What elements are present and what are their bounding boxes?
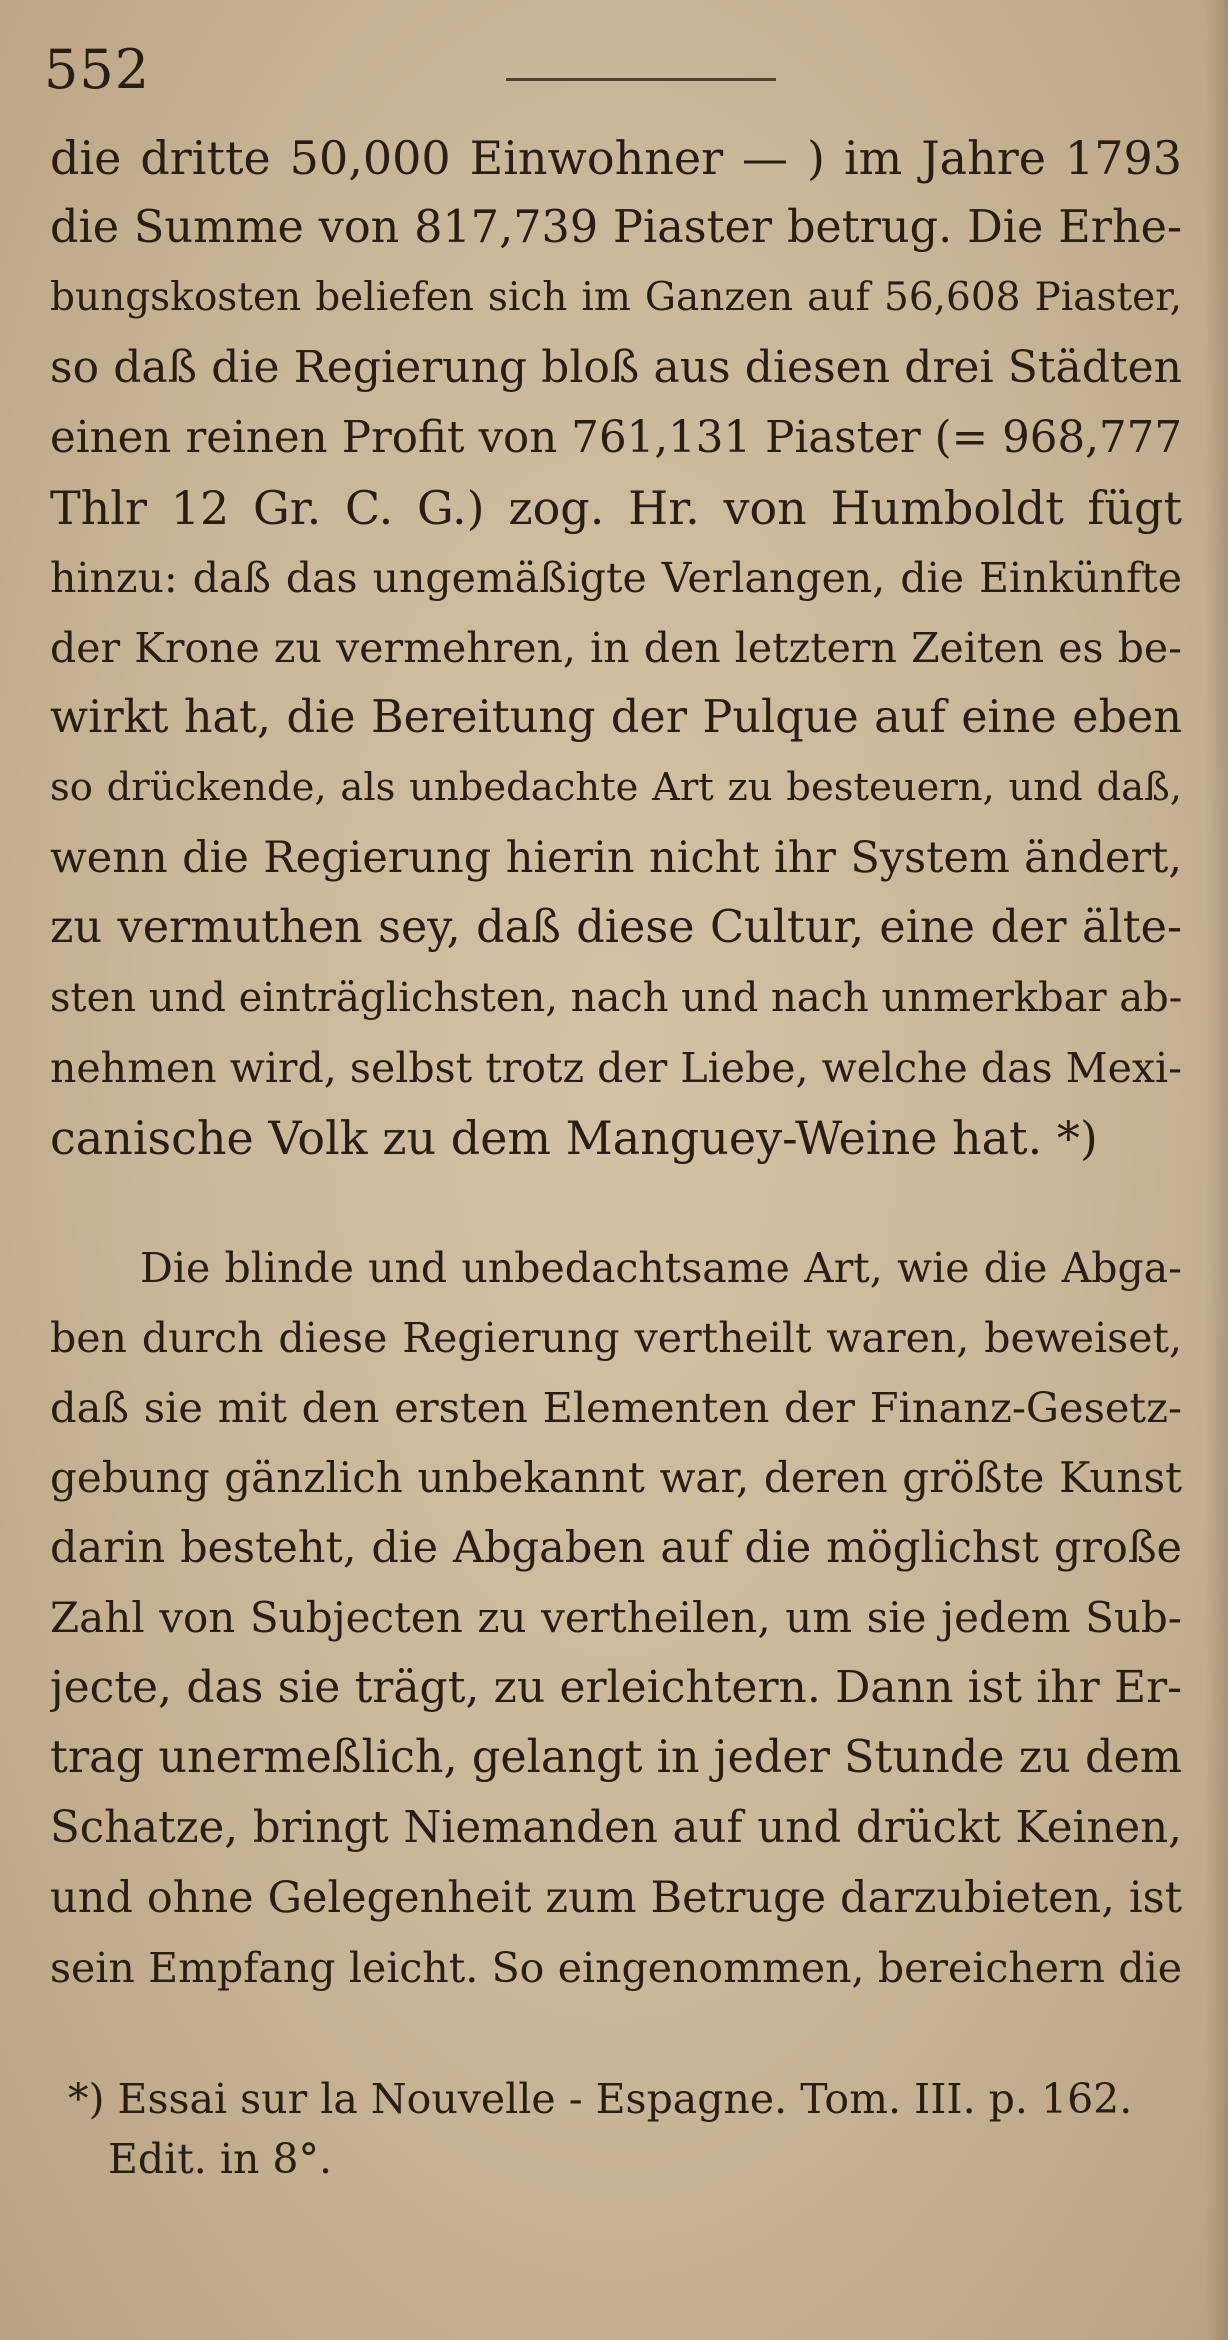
text-line: Schatze, bringt Niemanden auf und drückt Keinen, [50, 1803, 1182, 1853]
text-line: Die blinde und unbedachtsame Art, wie die Abga- [140, 1244, 1182, 1292]
text-line: sein Empfang leicht. So eingenommen, bereichern die [50, 1944, 1182, 1992]
text-line: hinzu: daß das ungemäßigte Verlangen, die Einkünfte [50, 554, 1182, 602]
text-line: jecte, das sie trägt, zu erleichtern. Dann ist ihr Er- [50, 1662, 1182, 1713]
text-line: canische Volk zu dem Manguey-Weine hat. *) [50, 1111, 1098, 1165]
text-line: Zahl von Subjecten zu vertheilen, um sie jedem Sub- [50, 1593, 1182, 1642]
text-line: darin besteht, die Abgaben auf die möglichst große [50, 1523, 1182, 1573]
text-line: sten und einträglichsten, nach und nach unmerkbar ab- [50, 975, 1182, 1021]
text-line: wirkt hat, die Bereitung der Pulque auf eine eben [50, 692, 1182, 743]
page-number: 552 [44, 38, 151, 101]
text-line: die dritte 50,000 Einwohner — ) im Jahre 1793 [50, 131, 1182, 185]
page-edge-shadow [1206, 0, 1228, 2340]
text-line: wenn die Regierung hierin nicht ihr System ändert, [50, 833, 1182, 883]
text-line: daß sie mit den ersten Elementen der Finanz-Gesetz- [50, 1383, 1182, 1432]
footnote-line: *) Essai sur la Nouvelle - Espagne. Tom. III. p. 162. [68, 2075, 1133, 2123]
text-line: der Krone zu vermehren, in den letztern Zeiten es be- [50, 624, 1182, 672]
text-line: so drückende, als unbedachte Art zu besteuern, und daß, [50, 765, 1182, 810]
footnote-line: Edit. in 8°. [108, 2135, 332, 2183]
text-line: bungskosten beliefen sich im Ganzen auf 56,608 Piaster, [50, 275, 1182, 320]
text-line: ben durch diese Regierung vertheilt waren, beweiset, [50, 1314, 1182, 1362]
text-line: trag unermeßlich, gelangt in jeder Stunde zu dem [50, 1732, 1182, 1783]
page-header [44, 30, 1184, 110]
text-line: Thlr 12 Gr. C. G.) zog. Hr. von Humboldt fügt [50, 481, 1182, 535]
text-line: die Summe von 817,739 Piaster betrug. Die Erhe- [50, 202, 1182, 253]
header-rule [506, 78, 776, 81]
text-line: zu vermuthen sey, daß diese Cultur, eine der älte- [50, 902, 1182, 953]
text-line: und ohne Gelegenheit zum Betruge darzubieten, ist [50, 1873, 1182, 1923]
text-line: nehmen wird, selbst trotz der Liebe, welche das Mexi- [50, 1044, 1182, 1092]
text-line: einen reinen Profit von 761,131 Piaster (= 968,777 [50, 413, 1182, 463]
text-line: gebung gänzlich unbekannt war, deren größte Kunst [50, 1453, 1182, 1502]
text-line: so daß die Regierung bloß aus diesen drei Städten [50, 342, 1182, 393]
